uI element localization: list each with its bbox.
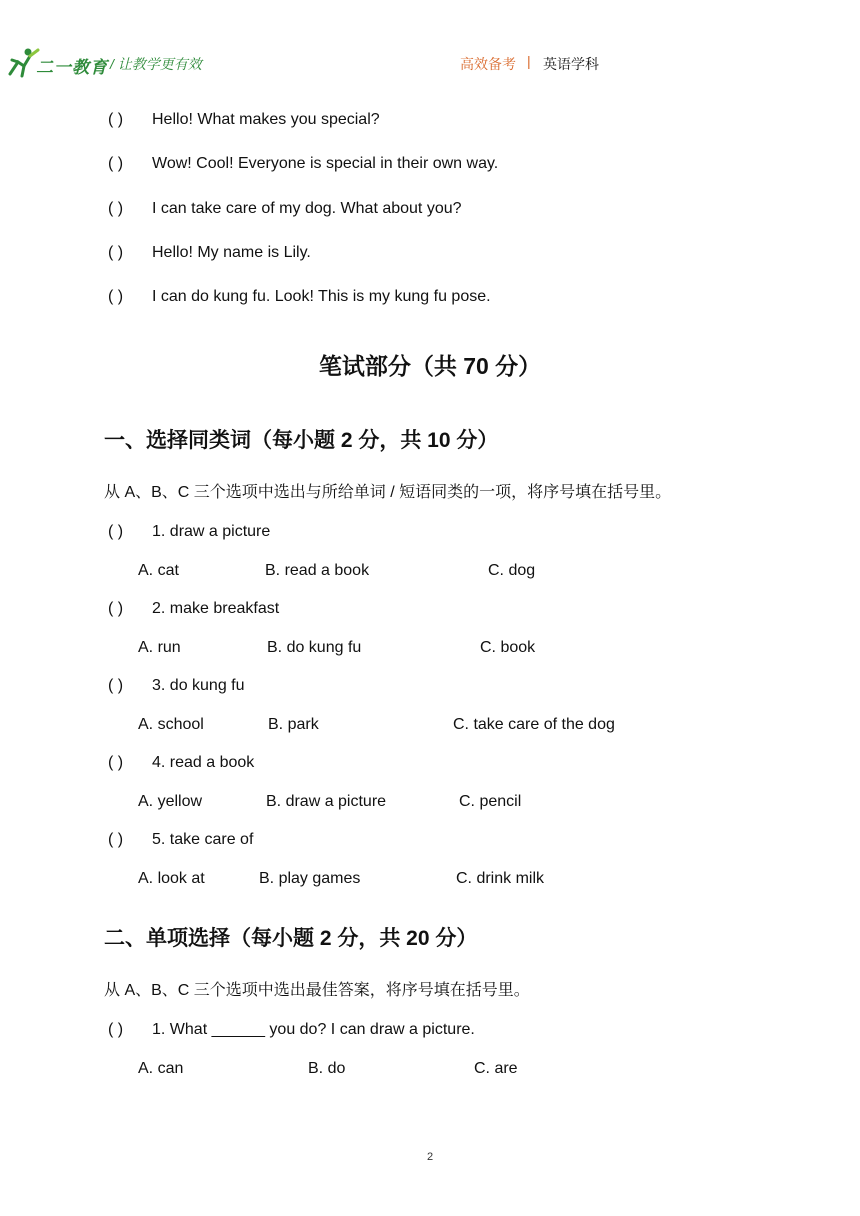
- listening-item-text: Hello! My name is Lily.: [152, 244, 311, 261]
- answer-bracket[interactable]: ( ): [108, 244, 124, 261]
- option-c[interactable]: C. take care of the dog: [453, 716, 615, 733]
- question-text: 1. draw a picture: [152, 523, 271, 540]
- option-a[interactable]: A. can: [138, 1060, 184, 1077]
- listening-item: [108, 244, 311, 262]
- option-c[interactable]: C. are: [474, 1060, 518, 1077]
- section-instruction: 从 A、B、C 三个选项中选出与所给单词 / 短语同类的一项，将序号填在括号里。: [104, 484, 672, 501]
- answer-bracket[interactable]: ( ): [108, 1021, 124, 1038]
- answer-bracket[interactable]: ( ): [108, 600, 124, 617]
- listening-item-text: Hello! What makes you special?: [152, 111, 380, 128]
- header-separator: |: [527, 53, 531, 69]
- question-stem: [108, 831, 253, 849]
- answer-bracket[interactable]: ( ): [108, 831, 124, 848]
- header-subject: 英语学科: [543, 56, 599, 72]
- brand-slogan: / 让教学更有效: [110, 56, 202, 72]
- answer-bracket[interactable]: ( ): [108, 155, 124, 172]
- question-stem: [108, 523, 270, 541]
- section-instruction: 从 A、B、C 三个选项中选出最佳答案，将序号填在括号里。: [104, 982, 530, 999]
- option-a[interactable]: A. cat: [138, 562, 179, 579]
- answer-bracket[interactable]: ( ): [108, 677, 124, 694]
- answer-bracket[interactable]: ( ): [108, 523, 124, 540]
- question-text: 2. make breakfast: [152, 600, 280, 617]
- answer-bracket[interactable]: ( ): [108, 111, 124, 128]
- listening-item: [108, 200, 462, 218]
- option-c[interactable]: C. dog: [488, 562, 536, 579]
- listening-item-text: I can do kung fu. Look! This is my kung fu pose.: [152, 288, 491, 305]
- option-b[interactable]: B. read a book: [265, 562, 370, 579]
- option-b[interactable]: B. do: [308, 1060, 346, 1077]
- option-a[interactable]: A. school: [138, 716, 204, 733]
- option-b[interactable]: B. draw a picture: [266, 793, 387, 810]
- option-b[interactable]: B. do kung fu: [267, 639, 362, 656]
- option-a[interactable]: A. yellow: [138, 793, 203, 810]
- question-stem: [108, 600, 279, 618]
- header-exam-label: 高效备考: [460, 56, 516, 72]
- listening-item: [108, 111, 380, 129]
- section-heading: 二、单项选择（每小题 2 分，共 20 分）: [104, 927, 478, 950]
- question-stem: [108, 754, 254, 772]
- option-b[interactable]: B. park: [268, 716, 319, 733]
- option-a[interactable]: A. look at: [138, 870, 205, 887]
- page-title: 笔试部分（共 70 分）: [318, 353, 542, 379]
- listening-item-text: I can take care of my dog. What about you?: [152, 200, 462, 217]
- option-c[interactable]: C. pencil: [459, 793, 522, 810]
- section-heading: 一、选择同类词（每小题 2 分，共 10 分）: [104, 429, 499, 452]
- option-c[interactable]: C. book: [480, 639, 536, 656]
- question-stem: [108, 677, 245, 695]
- option-a[interactable]: A. run: [138, 639, 181, 656]
- question-text: 4. read a book: [152, 754, 255, 771]
- listening-item-text: Wow! Cool! Everyone is special in their own way.: [152, 155, 499, 172]
- question-stem: [108, 1021, 475, 1039]
- question-text: 3. do kung fu: [152, 677, 245, 694]
- brand-name: 二一教育: [36, 58, 108, 77]
- answer-bracket[interactable]: ( ): [108, 200, 124, 217]
- question-text: 1. What ______ you do? I can draw a picture.: [152, 1021, 475, 1038]
- listening-item: [108, 155, 498, 173]
- answer-bracket[interactable]: ( ): [108, 288, 124, 305]
- option-b[interactable]: B. play games: [259, 870, 361, 887]
- page-number: 2: [426, 1151, 434, 1163]
- option-c[interactable]: C. drink milk: [456, 870, 545, 887]
- listening-item: [108, 288, 491, 306]
- answer-bracket[interactable]: ( ): [108, 754, 124, 771]
- question-text: 5. take care of: [152, 831, 254, 848]
